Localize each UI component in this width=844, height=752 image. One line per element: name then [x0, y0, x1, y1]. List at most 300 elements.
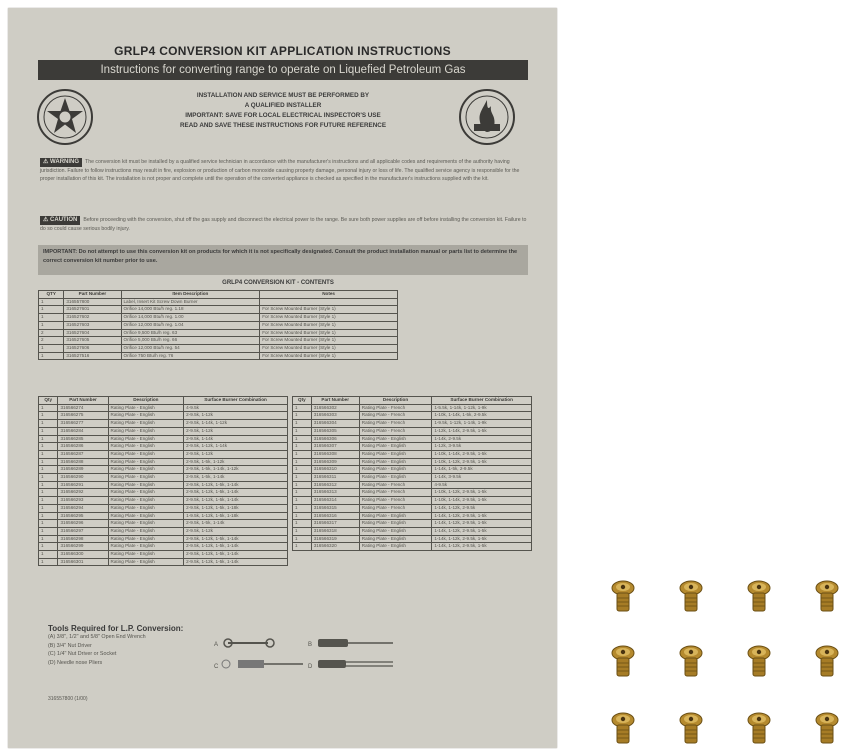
table-row [39, 344, 398, 352]
table-cell: 1-9.5k, 1-12k, 1-14k, 1-9k [432, 420, 532, 428]
table-cell: 1 [39, 443, 58, 451]
table-cell: Rating Plate - English [108, 558, 184, 566]
table-header-cell: Item Description [121, 291, 260, 299]
table-cell: Rating Plate - French [359, 504, 432, 512]
table-cell: 1 [39, 504, 58, 512]
table-cell: 4-9.5k [432, 481, 532, 489]
table-cell: 1 [39, 352, 64, 360]
table-cell: 316566286 [58, 443, 108, 451]
table-cell: 1 [293, 466, 312, 474]
table-cell: 2-9.5k, 1-5k, 1-14k, 1-12k [184, 466, 288, 474]
table-cell: 1 [293, 427, 312, 435]
table-cell: 316566302 [311, 404, 359, 412]
table-cell: 1 [293, 497, 312, 505]
table-cell: 1 [39, 551, 58, 559]
table-cell: 1 [293, 450, 312, 458]
table-cell: 2-9.5k, 1-5k, 1-14k [184, 474, 288, 482]
table-cell: 1 [39, 420, 58, 428]
orifice-screw-icon [678, 712, 704, 746]
table-cell: Rating Plate - English [359, 543, 432, 551]
contents-title: GRLP4 CONVERSION KIT - CONTENTS [222, 280, 334, 286]
table-cell: 2-9.5k, 1-12k, 1-5k, 1-14k [184, 543, 288, 551]
table-cell: 316566289 [58, 466, 108, 474]
table-cell: For Screw Mounted Burner (Style 1) [260, 306, 398, 314]
table-cell: 2-9.5k, 1-12k, 1-5k, 1-14k [184, 481, 288, 489]
table-cell: 1 [39, 489, 58, 497]
table-row [293, 527, 532, 535]
table-row [39, 404, 288, 412]
table-cell: 1 [293, 543, 312, 551]
table-cell: 1-10k, 1-14k, 2-9.5k, 1-5k [432, 450, 532, 458]
flame-seal-icon [458, 88, 516, 146]
table-cell: 316566301 [58, 558, 108, 566]
table-cell: 1-12k, 1-14k, 2-9.5k, 1-5k [432, 427, 532, 435]
table-cell: 1-10k, 1-12k, 2-9.5k, 1-5k [432, 489, 532, 497]
table-cell: Rating Plate - English [108, 474, 184, 482]
instruction-sheet [8, 8, 557, 748]
table-cell: 1 [39, 321, 64, 329]
table-cell: 1 [293, 420, 312, 428]
table-header-cell: Part Number [311, 397, 359, 405]
table-cell: Rating Plate - English [108, 504, 184, 512]
table-cell: 1 [293, 512, 312, 520]
table-row [39, 337, 398, 345]
orifice-screw-icon [678, 580, 704, 614]
table-cell: 316566310 [311, 466, 359, 474]
table-cell: 1-14k, 1-12k, 2-9.5k, 1-5k [432, 535, 532, 543]
table-cell: 1-9.5k, 1-12k, 1-5k, 1-18k [184, 512, 288, 520]
table-header-row [39, 397, 288, 405]
table-cell: 1 [39, 535, 58, 543]
table-header-cell: Surface Burner Combination [184, 397, 288, 405]
table-cell: 1 [293, 535, 312, 543]
table-cell: 1 [39, 543, 58, 551]
table-cell: 1 [293, 443, 312, 451]
rating-plate-table-right [292, 396, 532, 551]
table-cell: 1 [293, 527, 312, 535]
table-row [39, 352, 398, 360]
table-cell: 316566297 [58, 527, 108, 535]
table-cell: 1-5.5k, 1-14k, 1-12k, 1-9k [432, 404, 532, 412]
table-cell: Rating Plate - English [359, 450, 432, 458]
caution-label-text: CAUTION [50, 217, 78, 223]
table-cell: For Screw Mounted Burner (Style 1) [260, 321, 398, 329]
table-cell: Rating Plate - French [359, 412, 432, 420]
table-header-row [39, 291, 398, 299]
document-title: GRLP4 CONVERSION KIT APPLICATION INSTRUCTIONS [114, 44, 451, 58]
table-cell: 1-14k, 1-12k, 2-9.5k, 1-5k [432, 520, 532, 528]
table-cell: 316566277 [58, 420, 108, 428]
table-cell: 316566315 [311, 504, 359, 512]
table-row [39, 443, 288, 451]
table-row [39, 527, 288, 535]
socket-driver-icon [222, 660, 303, 668]
table-header-cell: Surface Burner Combination [432, 397, 532, 405]
table-row [39, 329, 398, 337]
table-cell: 316566288 [58, 458, 108, 466]
warning-label: ⚠ WARNING [40, 158, 82, 167]
table-cell: 1-12k, 3-9.5k [432, 443, 532, 451]
table-cell: 1 [39, 474, 58, 482]
table-cell: 1-14k, 3-9.5k [432, 474, 532, 482]
table-cell: 316566318 [311, 527, 359, 535]
table-row [293, 427, 532, 435]
table-cell: 316566306 [311, 435, 359, 443]
table-row [39, 543, 288, 551]
table-cell: Rating Plate - English [359, 443, 432, 451]
table-cell: 2-9.5k, 1-12k, 1-5k, 1-14k [184, 535, 288, 543]
table-header-cell: Part Number [58, 397, 108, 405]
table-row [39, 504, 288, 512]
table-header-cell: Part Number [64, 291, 121, 299]
table-header-cell: Qty [39, 397, 58, 405]
table-row [293, 520, 532, 528]
tools-illustration [208, 632, 508, 676]
table-cell: 1 [293, 412, 312, 420]
table-cell: 316527602 [64, 314, 121, 322]
table-cell: Orifice 9,500 Btu/h reg. 63 [121, 329, 260, 337]
table-cell: 316566308 [311, 450, 359, 458]
table-cell: 316566291 [58, 481, 108, 489]
table-cell: 316566294 [58, 504, 108, 512]
table-cell: 1 [39, 481, 58, 489]
table-cell: 1-10k, 1-12k, 2-9.5k, 1-5k [432, 458, 532, 466]
table-row [293, 489, 532, 497]
table-cell: 1 [293, 404, 312, 412]
table-cell: 316566303 [311, 412, 359, 420]
table-row [39, 412, 288, 420]
table-cell: 2-9.5k, 1-12k [184, 527, 288, 535]
table-row [39, 558, 288, 566]
table-header-cell: Qty [293, 397, 312, 405]
table-cell: Orifice 12,000 Btu/h reg. 1.04 [121, 321, 260, 329]
table-cell: 2-9.5k, 1-5k, 1-12k [184, 458, 288, 466]
table-cell: 316566319 [311, 535, 359, 543]
table-row [39, 520, 288, 528]
table-cell: 1 [39, 404, 58, 412]
table-header-cell: Description [359, 397, 432, 405]
table-cell: 4-9.5k [184, 404, 288, 412]
table-cell: 316527601 [64, 306, 121, 314]
table-cell: 2-9.5k, 1-12k, 1-5k, 1-14k [184, 558, 288, 566]
table-cell: 1 [39, 558, 58, 566]
table-row [293, 497, 532, 505]
table-row [293, 466, 532, 474]
table-cell: Rating Plate - English [108, 481, 184, 489]
table-cell: Rating Plate - English [359, 512, 432, 520]
caution-paragraph [40, 216, 528, 233]
tool-item: (B) 3/4" Nut Driver [48, 642, 92, 649]
table-row [39, 466, 288, 474]
table-cell: 316566290 [58, 474, 108, 482]
table-cell: Rating Plate - English [359, 466, 432, 474]
table-row [39, 306, 398, 314]
tools-title: Tools Required for L.P. Conversion: [48, 624, 184, 633]
table-cell: 2 [39, 337, 64, 345]
table-cell: 316527603 [64, 321, 121, 329]
orifice-screw-icon [814, 645, 840, 679]
table-cell: 316566295 [58, 512, 108, 520]
table-row [293, 481, 532, 489]
orifice-screw-icon [814, 580, 840, 614]
table-cell: 1 [293, 474, 312, 482]
install-line: A QUALIFIED INSTALLER [244, 102, 322, 109]
tool-letter-c: C [214, 664, 219, 670]
table-row [39, 427, 288, 435]
orifice-screw-icon [610, 645, 636, 679]
table-cell: Rating Plate - English [108, 458, 184, 466]
table-cell: 316566299 [58, 543, 108, 551]
table-row [293, 543, 532, 551]
star-seal-icon [36, 88, 94, 146]
table-cell: 1-10k, 1-14k, 2-9.5k, 1-5k [432, 497, 532, 505]
table-cell: 2-9.5k, 1-12k [184, 412, 288, 420]
table-row [293, 443, 532, 451]
table-cell: 1 [39, 306, 64, 314]
table-row [39, 481, 288, 489]
table-cell: Rating Plate - French [359, 497, 432, 505]
instructions-banner: Instructions for converting range to operate on Liquefied Petroleum Gas [38, 60, 528, 80]
table-cell: Rating Plate - English [108, 512, 184, 520]
table-cell: 1 [39, 435, 58, 443]
table-row [39, 551, 288, 559]
install-line: INSTALLATION AND SERVICE MUST BE PERFORMED BY [196, 92, 370, 99]
caution-text: Before proceeding with the conversion, shut off the gas supply and disconnect the electrical power to the range. Be sure both power supplies are off before installing the conversion kit. Failure to do so could cause serious bodily injury. [40, 217, 527, 232]
table-row [39, 321, 398, 329]
table-cell: 316566296 [58, 520, 108, 528]
table-cell: Rating Plate - English [108, 420, 184, 428]
orifice-screw-icon [814, 712, 840, 746]
table-cell: Rating Plate - English [108, 412, 184, 420]
table-cell: 316527606 [64, 344, 121, 352]
table-row [293, 435, 532, 443]
table-cell: Label, Insert Kit Screw Down Burner [121, 298, 260, 306]
table-cell: Rating Plate - English [359, 474, 432, 482]
table-cell: 1-14k, 1-12k, 2-9.5k, 1-5k [432, 527, 532, 535]
table-cell: Rating Plate - English [108, 520, 184, 528]
table-cell: 1 [39, 450, 58, 458]
table-cell: 1-14k, 1-12k, 2-9.5k, 1-5k [432, 512, 532, 520]
table-cell: 2-9.5k, 1-12k, 1-5k, 1-18k [184, 504, 288, 512]
table-row [293, 420, 532, 428]
table-cell: For Screw Mounted Burner (Style 1) [260, 337, 398, 345]
table-cell: Rating Plate - English [108, 427, 184, 435]
caution-label: ⚠ CAUTION [40, 216, 80, 225]
table-row [39, 535, 288, 543]
table-row [39, 458, 288, 466]
table-cell: For Screw Mounted Burner (Style 1) [260, 344, 398, 352]
table-cell: Rating Plate - English [108, 543, 184, 551]
tool-item: (C) 1/4" Nut Driver or Socket [48, 651, 117, 658]
table-cell: 316566293 [58, 497, 108, 505]
table-cell: 1 [293, 435, 312, 443]
table-header-cell: Notes [260, 291, 398, 299]
table-cell: Rating Plate - English [359, 520, 432, 528]
table-row [39, 489, 288, 497]
table-cell: 316527516 [64, 352, 121, 360]
table-cell: 1 [39, 512, 58, 520]
table-row [39, 474, 288, 482]
table-cell: 1-14k, 1-12k, 2-9.5k [432, 504, 532, 512]
table-cell: 316566298 [58, 535, 108, 543]
table-cell: 2-9.5k, 1-12k, 1-5k, 1-14k [184, 551, 288, 559]
table-cell: 1 [39, 520, 58, 528]
tool-letter-a: A [214, 642, 219, 648]
table-cell: 1 [293, 458, 312, 466]
install-line: IMPORTANT: SAVE FOR LOCAL ELECTRICAL INSPECTOR'S USE [185, 112, 381, 119]
table-cell: 1 [39, 344, 64, 352]
wrench-icon [224, 639, 274, 647]
table-cell: 316566307 [311, 443, 359, 451]
table-cell: 1-14k, 1-12k, 2-9.5k, 1-5k [432, 543, 532, 551]
table-cell: 1 [293, 520, 312, 528]
table-row [39, 298, 398, 306]
table-cell: 316566300 [58, 551, 108, 559]
table-cell: 2-9.5k, 1-12k, 1-14k [184, 443, 288, 451]
rating-plate-table-left [38, 396, 288, 566]
table-cell: Rating Plate - English [108, 435, 184, 443]
table-cell: For Screw Mounted Burner (Style 1) [260, 352, 398, 360]
table-row [39, 314, 398, 322]
table-row [293, 458, 532, 466]
warning-text: The conversion kit must be installed by a qualified service technician in accordance with the manufacturer's instructions and all applicable codes and requirements of the authority having jurisdiction. Failure to follow instructions may result in fire, explosion or production of carbon monoxide causing property damage, personal injury or loss of life. The qualified service agency is responsible for the proper installation of this kit. The installation is not proper and complete until the operation of the converted appliance is checked as specified in the manufacturer's instructions supplied with the kit. [40, 159, 520, 182]
table-row [39, 450, 288, 458]
table-cell: 2-9.5k, 1-5k, 1-14k [184, 520, 288, 528]
table-cell: 1 [39, 458, 58, 466]
pliers-icon [318, 660, 393, 668]
warning-paragraph [40, 158, 528, 183]
table-row [293, 412, 532, 420]
table-row [39, 420, 288, 428]
table-cell: 2-9.5k, 1-14k, 1-12k [184, 420, 288, 428]
table-cell: 316566284 [58, 427, 108, 435]
table-cell: Rating Plate - French [359, 427, 432, 435]
table-cell: For Screw Mounted Burner (Style 1) [260, 314, 398, 322]
table-cell: 1 [39, 427, 58, 435]
table-cell: 316566313 [311, 489, 359, 497]
warning-label-text: WARNING [50, 159, 80, 165]
table-cell: 316566287 [58, 450, 108, 458]
table-cell: 2-9.5k, 1-12k, 1-5k, 1-14k [184, 497, 288, 505]
document-code: 316557800 (1/00) [48, 696, 88, 702]
table-cell: 316566311 [311, 474, 359, 482]
nut-driver-icon [318, 639, 393, 647]
table-row [39, 497, 288, 505]
table-cell: 2-9.5k, 1-12k [184, 427, 288, 435]
orifice-screw-icon [746, 712, 772, 746]
table-cell: 1 [39, 298, 64, 306]
table-cell: 316566275 [58, 412, 108, 420]
table-cell: 1 [293, 489, 312, 497]
table-cell: Rating Plate - English [108, 527, 184, 535]
table-row [293, 474, 532, 482]
table-cell: 1 [39, 527, 58, 535]
table-cell: Rating Plate - English [359, 458, 432, 466]
table-cell: 2-9.5k, 1-12k [184, 450, 288, 458]
table-cell: 1-14k, 2-9.5k [432, 435, 532, 443]
orifice-screw-icon [610, 580, 636, 614]
table-cell: Rating Plate - English [108, 497, 184, 505]
orifice-screw-icon [678, 645, 704, 679]
table-header-cell: Description [108, 397, 184, 405]
table-cell: Rating Plate - English [359, 527, 432, 535]
table-cell: Orifice 14,000 Btu/h reg. 1.18 [121, 306, 260, 314]
table-cell: 1 [39, 314, 64, 322]
table-cell: Rating Plate - French [359, 420, 432, 428]
orifice-screw-icon [746, 645, 772, 679]
table-row [39, 512, 288, 520]
installation-notice [108, 91, 458, 131]
orifice-screw-icon [610, 712, 636, 746]
table-cell: For Screw Mounted Burner (Style 1) [260, 329, 398, 337]
contents-table [38, 290, 398, 360]
table-cell: Orifice 12,000 Btu/h reg. 54 [121, 344, 260, 352]
table-cell: Rating Plate - French [359, 481, 432, 489]
table-cell: 316566285 [58, 435, 108, 443]
table-cell: 316566314 [311, 497, 359, 505]
table-cell: 316566309 [311, 458, 359, 466]
table-cell: 1 [39, 497, 58, 505]
table-row [293, 450, 532, 458]
table-cell: 316566312 [311, 481, 359, 489]
table-cell: Rating Plate - English [108, 443, 184, 451]
table-cell: 316557800 [64, 298, 121, 306]
orifice-screw-icon [746, 580, 772, 614]
table-cell: Rating Plate - English [108, 404, 184, 412]
table-cell: Rating Plate - English [108, 466, 184, 474]
table-cell: 2-9.5k, 1-12k, 1-5k, 1-14k [184, 489, 288, 497]
table-cell: 1 [293, 504, 312, 512]
table-cell: 316566274 [58, 404, 108, 412]
table-cell: Rating Plate - French [359, 489, 432, 497]
table-cell: 316566317 [311, 520, 359, 528]
table-cell: Rating Plate - English [108, 551, 184, 559]
table-cell: 1-14k, 1-5k, 2-9.5k [432, 466, 532, 474]
table-cell: Orifice 14,000 Btu/h reg. 1.00 [121, 314, 260, 322]
table-row [293, 535, 532, 543]
tool-letter-d: D [308, 664, 313, 670]
table-cell: 316566320 [311, 543, 359, 551]
table-cell: Orifice 750 Btu/h reg. 76 [121, 352, 260, 360]
table-cell: Rating Plate - English [108, 450, 184, 458]
table-cell: 316566316 [311, 512, 359, 520]
table-cell: Rating Plate - English [108, 535, 184, 543]
table-cell: Rating Plate - English [108, 489, 184, 497]
tool-item: (A) 3/8", 1/2" and 5/8" Open End Wrench [48, 634, 146, 640]
table-cell: 2 [39, 329, 64, 337]
table-header-row [293, 397, 532, 405]
table-cell: 316566292 [58, 489, 108, 497]
table-cell: 316566304 [311, 420, 359, 428]
table-cell: Orifice 5,000 Btu/h reg. 66 [121, 337, 260, 345]
tool-letter-b: B [308, 642, 313, 648]
table-cell: 316527605 [64, 337, 121, 345]
table-cell: 316566305 [311, 427, 359, 435]
table-row [293, 404, 532, 412]
table-cell [260, 298, 398, 306]
table-cell: 2-9.5k, 1-14k [184, 435, 288, 443]
table-row [293, 504, 532, 512]
table-cell: 1 [293, 481, 312, 489]
table-cell: Rating Plate - French [359, 404, 432, 412]
tool-item: (D) Needle nose Pliers [48, 659, 103, 666]
table-cell: 1 [39, 412, 58, 420]
table-cell: 1 [39, 466, 58, 474]
table-cell: Rating Plate - English [359, 535, 432, 543]
important-box: IMPORTANT: Do not attempt to use this conversion kit on products for which it is not specifically designated. Consult the product installation manual or parts list to determine the correct conversion kit number prior to use. [38, 245, 528, 275]
table-row [39, 435, 288, 443]
table-cell: 316527604 [64, 329, 121, 337]
